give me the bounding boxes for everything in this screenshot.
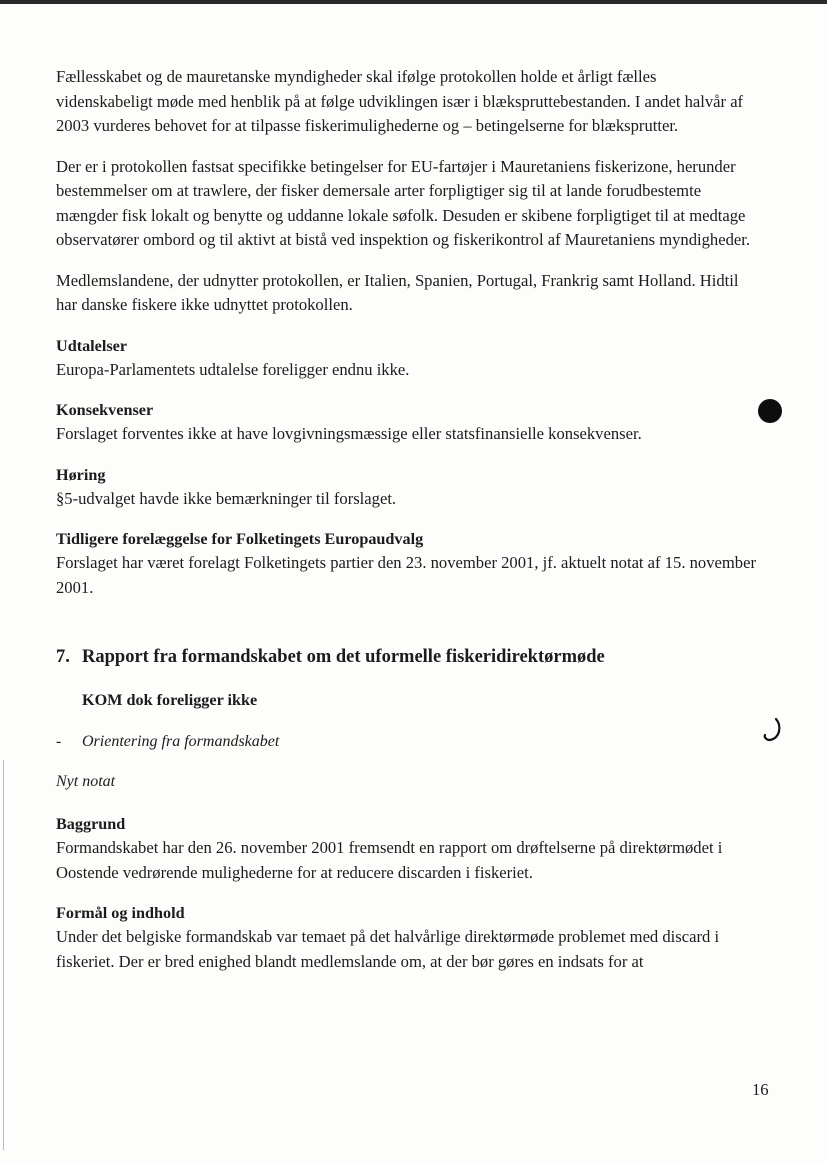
section-udtalelser	[56, 334, 756, 383]
margin-hook-mark	[762, 716, 786, 744]
section-konsekvenser	[56, 398, 756, 447]
top-border-line	[0, 0, 827, 4]
paragraph-protocol-meeting: Fællesskabet og de mauretanske myndigheder skal ifølge protokollen holde et årligt fælles videnskabeligt møde med henblik på at følge udviklingen især i blækspruttebestanden. I andet halvår af 2003 vurderes behovet for at tilpasse fiskerimulighederne og – betingelserne for blæksprutter.	[56, 67, 744, 135]
section-text: Formandskabet har den 26. november 2001 fremsendt en rapport om drøftelserne på direktørmødet i Oostende vedrørende mulighederne for at reducere discarden i fiskeriet.	[56, 838, 723, 882]
paragraph-member-states: Medlemslandene, der udnytter protokollen, er Italien, Spanien, Portugal, Frankrig samt Holland. Hidtil har danske fiskere ikke udnyttet protokollen.	[56, 270, 739, 314]
section-heading: Baggrund	[56, 815, 126, 833]
left-margin-line	[3, 760, 4, 1150]
section-heading: Høring	[56, 465, 106, 484]
section-hoering	[56, 463, 756, 512]
section-heading: Konsekvenser	[56, 401, 154, 419]
orientation-text: Orientering fra formandskabet	[82, 733, 280, 750]
section-heading: Udtalelser	[56, 336, 128, 355]
section-tidligere-forelaeggelse	[56, 527, 756, 600]
punch-hole-mark	[758, 399, 782, 423]
section-heading: Tidligere forelæggelse for Folketingets Europaudvalg	[56, 530, 424, 548]
section-text: §5-udvalget havde ikke bemærkninger til forslaget.	[56, 488, 397, 508]
page-number: 16	[752, 1080, 769, 1099]
section-baggrund	[56, 812, 756, 885]
orientation-line	[56, 730, 756, 754]
paragraph-conditions: Der er i protokollen fastsat specifikke betingelser for EU-fartøjer i Mauretaniens fiskerizone, herunder bestemmelser om at trawlere, der fisker demersale arter forpligtiger sig til at lande forudbestemte mængder fisk lokalt og benytte og uddanne lokale søfolk. Desuden er skibene forpligtiget til at medtage observatører ombord og til aktivt at bistå ved inspektion og fiskerikontrol af Mauretaniens myndigheder.	[56, 156, 751, 249]
section-text: Forslaget forventes ikke at have lovgivningsmæssige eller statsfinansielle konsekvenser.	[56, 424, 642, 443]
item-number: 7.	[56, 647, 70, 667]
item-heading	[56, 644, 756, 670]
bullet-dash: -	[56, 733, 62, 750]
section-text: Under det belgiske formandskab var temaet på det halvårlige direktørmøde problemet med discard i fiskeriet. Der er bred enighed blandt medlemslande om, at der bør gøres en indsats for at	[56, 927, 720, 971]
section-formaal-og-indhold	[56, 901, 756, 974]
kom-status: KOM dok foreligger ikke	[82, 691, 258, 709]
nyt-notat-label: Nyt notat	[56, 773, 116, 790]
section-heading: Formål og indhold	[56, 904, 185, 922]
section-text: Europa-Parlamentets udtalelse foreligger endnu ikke.	[56, 359, 410, 379]
item-title: Rapport fra formandskabet om det uformelle fiskeridirektørmøde	[82, 647, 605, 667]
document-page	[56, 65, 756, 990]
section-text: Forslaget har været forelagt Folketingets partier den 23. november 2001, jf. aktuelt notat af 15. november 2001.	[56, 553, 756, 597]
